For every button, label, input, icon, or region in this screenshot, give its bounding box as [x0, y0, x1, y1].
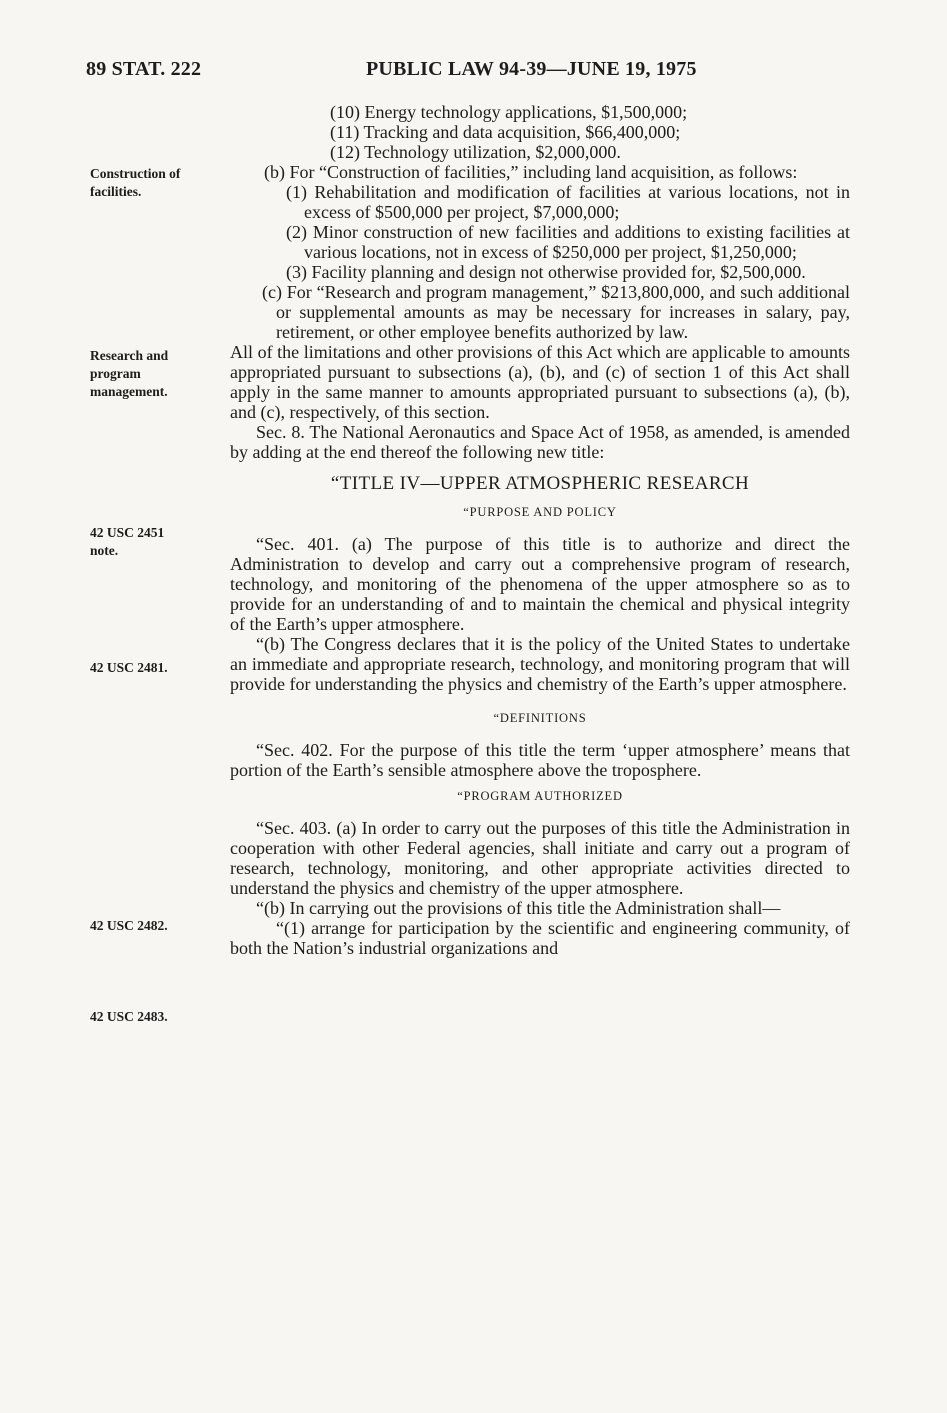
item-10: (10) Energy technology applications, $1,500,000;: [330, 102, 688, 122]
section-403b: “(b) In carrying out the provisions of this title the Administration shall—: [256, 898, 781, 918]
paragraph-b3: (3) Facility planning and design not otherwise provided for, $2,500,000.: [286, 262, 806, 282]
purpose-heading: “PURPOSE AND POLICY: [463, 505, 617, 519]
margin-note-usc-2483: 42 USC 2483.: [90, 1009, 168, 1024]
margin-note-construction: Construction of facilities.: [90, 166, 181, 199]
section-8: Sec. 8. The National Aeronautics and Space Act of 1958, as amended, is amended by adding at the end thereof the following new title:: [230, 422, 850, 462]
page-reference: 89 STAT. 222: [86, 58, 202, 80]
section-401a: “Sec. 401. (a) The purpose of this title is to authorize and direct the Administration to develop and carry out a comprehensive program of research, technology, and monitoring of the phenomena of the upper atmosphere so as to provide for an understanding of and to maintain the chemical and physical integrity of the Earth’s upper atmosphere.: [230, 534, 850, 634]
section-403a: “Sec. 403. (a) In order to carry out the purposes of this title the Administration in cooperation with other Federal agencies, shall initiate and carry out a program of research, technology, monitoring, and other appropriate activities directed to understand the physics and chemistry of the upper atmosphere.: [230, 818, 850, 898]
limitations-paragraph: All of the limitations and other provisions of this Act which are applicable to amounts appropriated pursuant to subsections (a), (b), and (c) of section 1 of this Act shall apply in the same manner to amounts appropriated pursuant to subsections (a), (b), and (c), respectively, of this section.: [230, 342, 850, 422]
law-reference: PUBLIC LAW 94-39—JUNE 19, 1975: [366, 58, 697, 80]
title-iv-heading: “TITLE IV—UPPER ATMOSPHERIC RESEARCH: [330, 473, 750, 494]
paragraph-c: (c) For “Research and program management,” $213,800,000, and such additional or supplemental amounts as may be necessary for increases in salary, pay, retirement, or other employee benefits authorized by law.: [262, 282, 850, 342]
margin-note-usc-2482: 42 USC 2482.: [90, 918, 168, 933]
paragraph-b1: (1) Rehabilitation and modification of facilities at various locations, not in excess of $500,000 per project, $7,000,000;: [286, 182, 850, 222]
paragraph-b2: (2) Minor construction of new facilities and additions to existing facilities at various locations, not in excess of $250,000 per project, $1,250,000;: [286, 222, 850, 262]
item-11: (11) Tracking and data acquisition, $66,400,000;: [330, 122, 681, 142]
section-401b: “(b) The Congress declares that it is the policy of the United States to undertake an immediate and appropriate research, technology, and monitoring program that will provide for understanding the physics and chemistry of the Earth’s upper atmosphere.: [230, 634, 850, 694]
margin-note-usc-2451: 42 USC 2451 note.: [90, 525, 165, 558]
section-402: “Sec. 402. For the purpose of this title the term ‘upper atmosphere’ means that portion of the Earth’s sensible atmosphere above the troposphere.: [230, 740, 850, 780]
statute-body: [230, 102, 850, 958]
paragraph-b: (b) For “Construction of facilities,” including land acquisition, as follows:: [264, 162, 798, 182]
section-403b1: “(1) arrange for participation by the scientific and engineering community, of both the Nation’s industrial organizations and: [230, 918, 850, 958]
definitions-heading: “DEFINITIONS: [493, 711, 587, 725]
margin-note-research: Research and program management.: [90, 348, 169, 399]
item-12: (12) Technology utilization, $2,000,000.: [330, 142, 621, 162]
margin-note-usc-2481: 42 USC 2481.: [90, 660, 168, 675]
program-heading: “PROGRAM AUTHORIZED: [457, 789, 623, 803]
